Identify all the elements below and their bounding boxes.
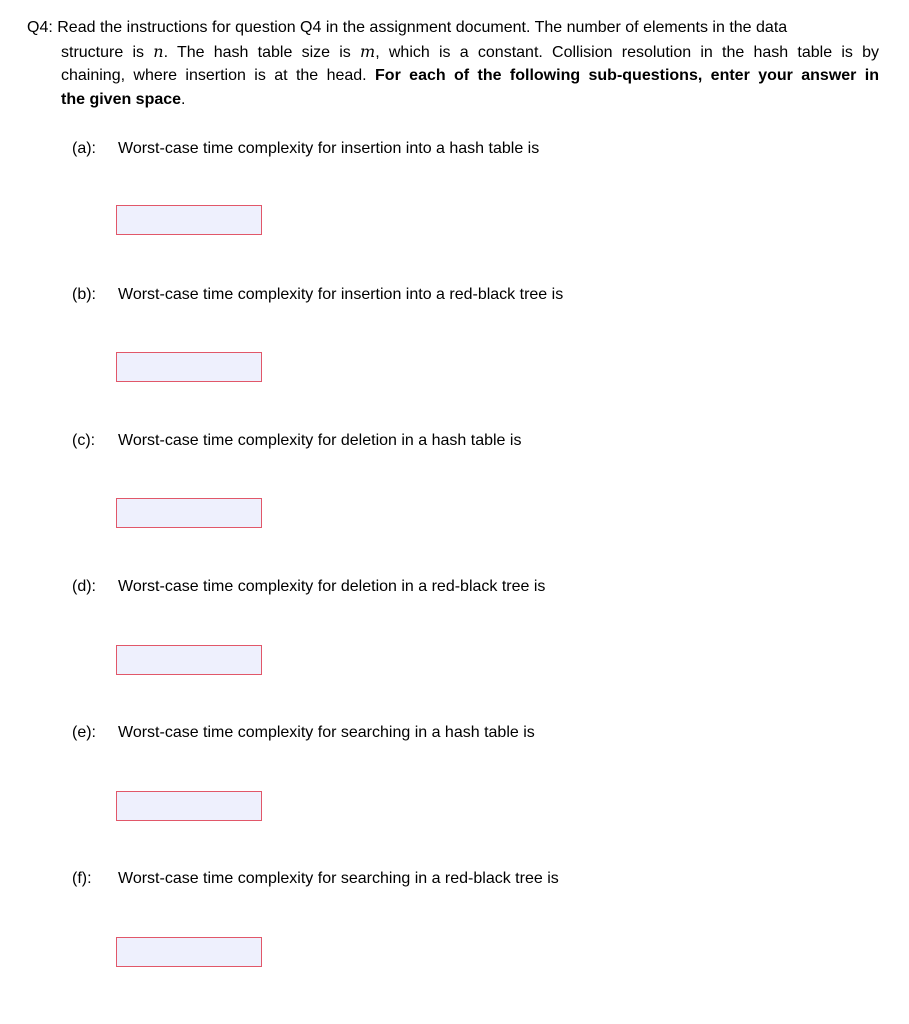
question-line-4 — [61, 88, 186, 112]
question-text: , which is a constant. Collision resolution in the hash table is by — [375, 44, 880, 61]
question-text: . — [181, 91, 186, 108]
question-line-3 — [61, 64, 879, 88]
subquestion-c — [72, 429, 872, 453]
subquestion-e — [72, 721, 872, 745]
subquestion-text: Worst-case time complexity for deletion in a red-black tree is — [118, 578, 546, 595]
question-line-1 — [27, 16, 787, 40]
subquestion-label: (e): — [72, 724, 96, 741]
answer-input-f[interactable] — [116, 937, 262, 967]
subquestion-a — [72, 137, 872, 161]
question-line-1-text: Read the instructions for question Q4 in the assignment document. The number of elements in the data — [57, 19, 788, 36]
subquestion-text: Worst-case time complexity for insertion into a red-black tree is — [118, 286, 564, 303]
instruction-bold: the given space — [61, 91, 182, 108]
subquestion-label: (d): — [72, 578, 96, 595]
subquestion-label: (f): — [72, 870, 92, 887]
question-text: structure is — [61, 44, 154, 61]
variable-m: m — [360, 42, 376, 61]
subquestion-text: Worst-case time complexity for searching in a red-black tree is — [118, 870, 559, 887]
subquestion-label: (c): — [72, 432, 96, 449]
variable-n: n — [153, 42, 164, 61]
subquestion-label: (b): — [72, 286, 96, 303]
answer-input-b[interactable] — [116, 352, 262, 382]
question-text: chaining, where insertion is at the head. — [61, 67, 376, 84]
question-line-2 — [61, 40, 879, 65]
answer-input-d[interactable] — [116, 645, 262, 675]
subquestion-text: Worst-case time complexity for searching in a hash table is — [118, 724, 535, 741]
subquestion-text: Worst-case time complexity for deletion in a hash table is — [118, 432, 522, 449]
subquestion-f — [72, 867, 872, 891]
instruction-bold: For each of the following sub-questions, enter your answer in — [375, 67, 879, 84]
subquestion-text: Worst-case time complexity for insertion into a hash table is — [118, 140, 540, 157]
question-text: . The hash table size is — [163, 44, 361, 61]
answer-input-c[interactable] — [116, 498, 262, 528]
answer-input-e[interactable] — [116, 791, 262, 821]
subquestion-b — [72, 283, 872, 307]
question-label: Q4: — [27, 19, 53, 36]
subquestion-label: (a): — [72, 140, 96, 157]
subquestion-d — [72, 575, 872, 599]
answer-input-a[interactable] — [116, 205, 262, 235]
